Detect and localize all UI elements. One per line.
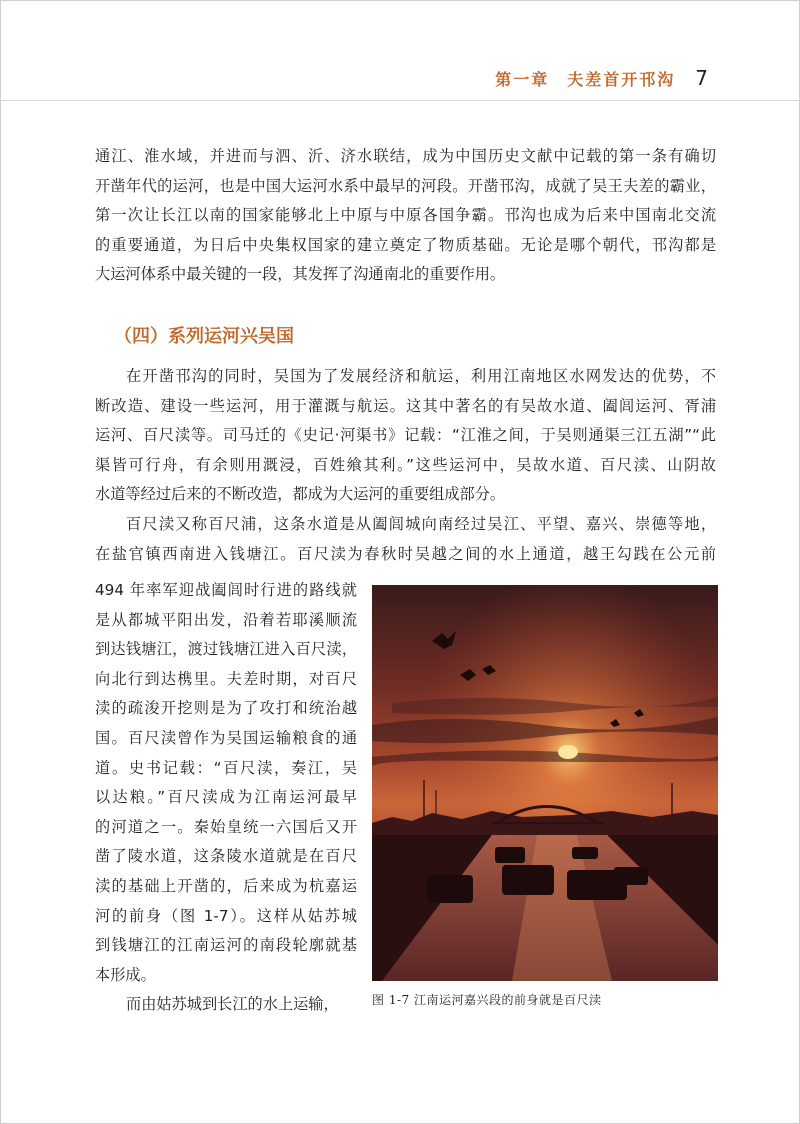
text-line: 河的前身（图 1-7）。这样从姑苏城 [95, 906, 357, 925]
text-line: 以达粮。”百尺渎成为江南运河最早 [95, 788, 357, 807]
text-line: 渠皆可行舟，有余则用溉浸，百姓飨其利。”这些运河中，吴故水道、百尺渎、山阴故 [95, 455, 716, 474]
text-line: 到达钱塘江，渡过钱塘江进入百尺渎， [95, 640, 357, 659]
text-line: 渎的基础上开凿的，后来成为杭嘉运 [95, 876, 357, 895]
text-line: 是从都城平阳出发，沿着若耶溪顺流 [95, 610, 357, 629]
chapter-title: 第一章 夫差首开邗沟 [495, 70, 676, 89]
text-line: 的重要通道，为日后中央集权国家的建立奠定了物质基础。无论是哪个朝代，邗沟都是 [95, 235, 716, 254]
text-line: 通江、淮水域，并进而与泗、沂、济水联结，成为中国历史文献中记载的第一条有确切 [95, 147, 716, 165]
text-line: 水道等经过后来的不断改造，都成为大运河的重要组成部分。 [95, 485, 506, 504]
text-line: 第一次让长江以南的国家能够北上中原与中原各国争霸。邗沟也成为后来中国南北交流 [95, 206, 716, 225]
paragraph-3-wrap [95, 576, 357, 1020]
canal-sunset-photo [372, 585, 718, 981]
figure-caption: 图 1-7 江南运河嘉兴段的前身就是百尺渎 [372, 993, 602, 1007]
text-line: 运河、百尺渎等。司马迁的《史记·河渠书》记载：“江淮之间，于吴则通渠三江五湖”“此 [95, 426, 716, 445]
text-line: 道。史书记载：“百尺渎，奏江，吴 [95, 758, 357, 777]
text-line: 断改造、建设一些运河，用于灌溉与航运。这其中著名的有吴故水道、阖闾运河、胥浦 [95, 396, 716, 415]
text-line: 的河道之一。秦始皇统一六国后又开 [95, 817, 357, 836]
text-line: 本形成。 [95, 965, 156, 984]
running-header [495, 66, 708, 90]
text-line: 国。百尺渎曾作为吴国运输粮食的通 [95, 728, 357, 747]
text-line: 凿了陵水道，这条陵水道就是在百尺 [95, 847, 357, 866]
text-line: 在开凿邗沟的同时，吴国为了发展经济和航运，利用江南地区水网发达的优势，不 [126, 367, 716, 385]
section-heading: （四）系列运河兴吴国 [114, 326, 294, 347]
text-line: 渎的疏浚开挖则是为了攻打和统治越 [95, 699, 357, 718]
header-rule [0, 100, 800, 101]
text-line: 大运河体系中最关键的一段，其发挥了沟通南北的重要作用。 [95, 265, 506, 284]
text-line: 百尺渎又称百尺浦，这条水道是从阖闾城向南经过吴江、平望、嘉兴、崇德等地， [126, 515, 716, 533]
page-number: 7 [695, 66, 708, 90]
paragraph-4: 而由姑苏城到长江的水上运输， [126, 995, 339, 1014]
paragraph-2 [95, 362, 716, 510]
text-line: 开凿年代的运河，也是中国大运河水系中最早的河段。开凿邗沟，成就了吴王夫差的霸业， [95, 176, 716, 195]
text-line: 494 年率军迎战阖闾时行进的路线就 [95, 581, 357, 599]
paragraph-1 [95, 142, 716, 290]
text-line: 向北行到达槜里。夫差时期，对百尺 [95, 669, 357, 688]
paragraph-3 [95, 510, 716, 569]
text-line: 到钱塘江的江南运河的南段轮廓就基 [95, 936, 357, 955]
text-line: 在盐官镇西南进入钱塘江。百尺渎为春秋时吴越之间的水上通道，越王勾践在公元前 [95, 544, 716, 563]
